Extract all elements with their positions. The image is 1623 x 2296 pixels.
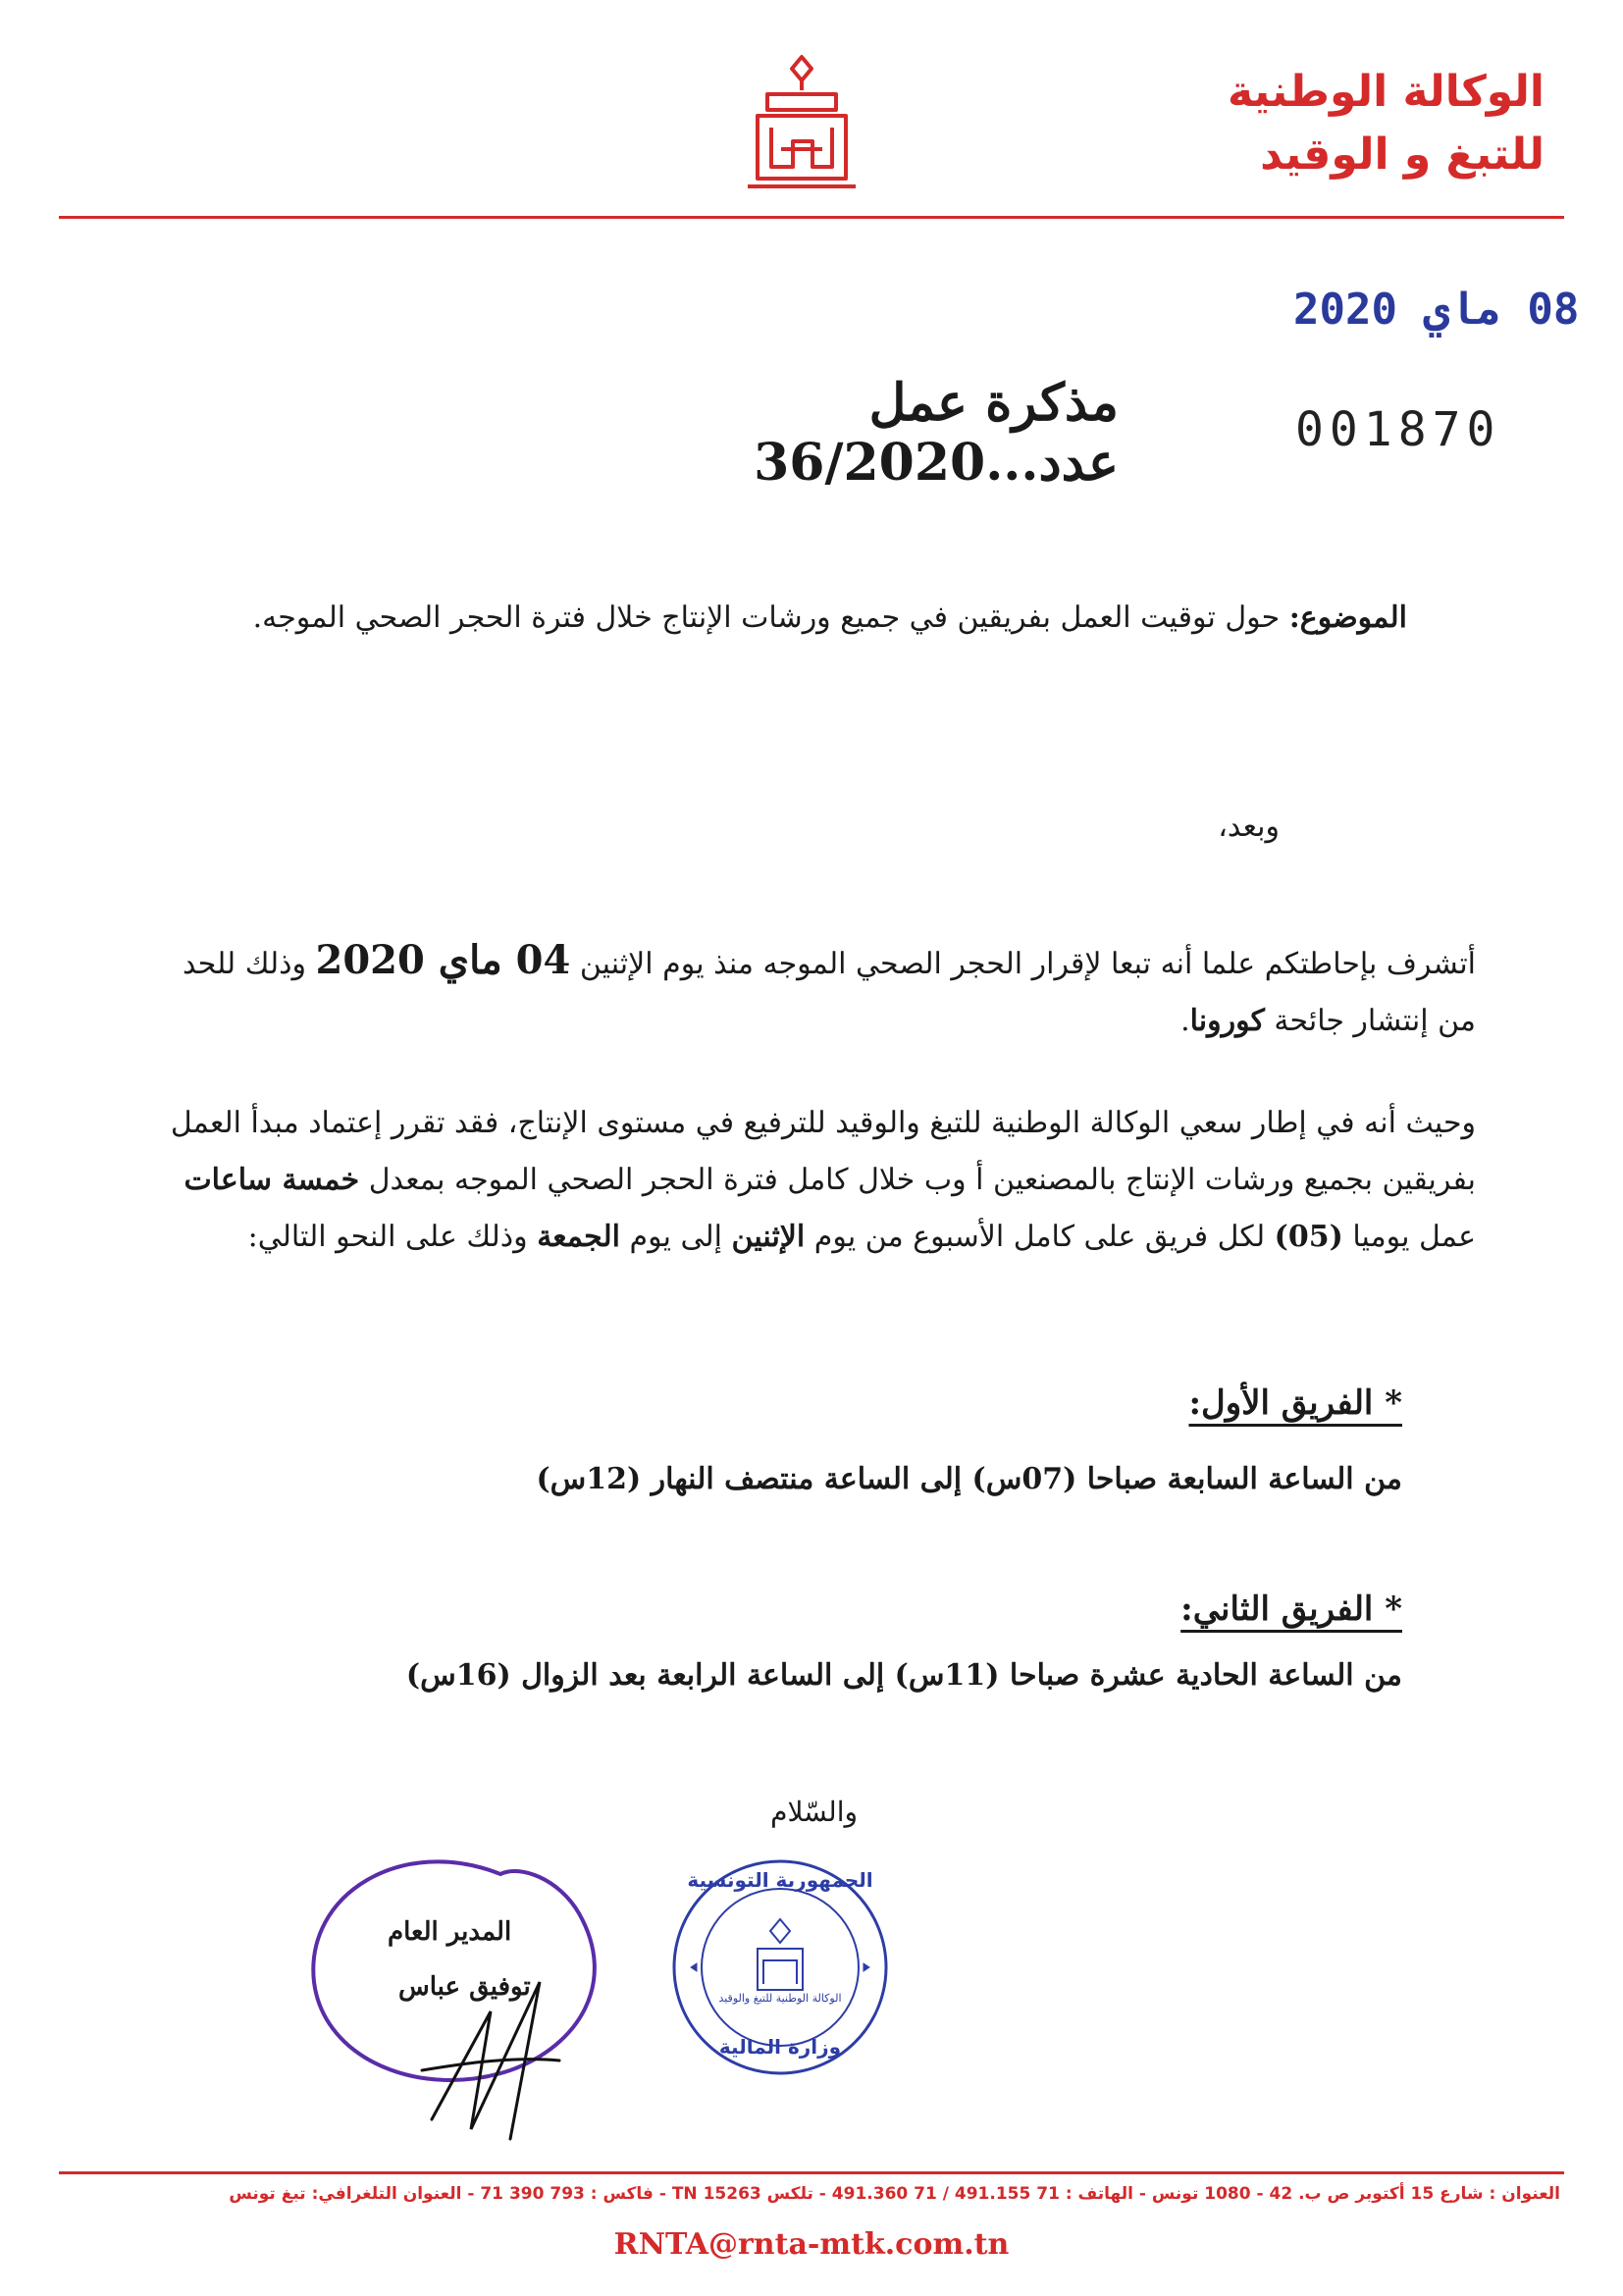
subject-line bbox=[230, 600, 1407, 635]
organization-name-line1: الوكالة الوطنية bbox=[1227, 67, 1544, 117]
lockdown-start-date: 04 ماي 2020 bbox=[315, 937, 571, 983]
footer-email[interactable]: RNTA@rnta-mtk.com.tn bbox=[613, 2227, 1010, 2262]
subject-label: الموضوع: bbox=[1288, 600, 1407, 635]
end-day: الجمعة bbox=[537, 1220, 620, 1254]
header-divider bbox=[59, 216, 1564, 219]
start-day: الإثنين bbox=[731, 1220, 806, 1254]
organization-logo-icon bbox=[738, 51, 865, 198]
team1-schedule: من الساعة السابعة صباحا (07س) إلى الساعة منتصف النهار (12س) bbox=[536, 1462, 1402, 1496]
signatory-title: المدير العام bbox=[388, 1917, 512, 1947]
hours-count-words: خمسة ساعات bbox=[183, 1163, 360, 1197]
team2-title: * الفريق الثاني: bbox=[1180, 1590, 1402, 1629]
team1-title: * الفريق الأول: bbox=[1188, 1383, 1402, 1423]
paragraph-decision-text-b: عمل يوميا bbox=[1352, 1220, 1476, 1254]
seal-inner-text: الوكالة الوطنية للتبغ والوقيد bbox=[718, 1992, 842, 2005]
organization-name-line2: للتبغ و الوقيد bbox=[1260, 130, 1544, 180]
signatory-name: توفيق عباس bbox=[398, 1972, 531, 2002]
team2-schedule: من الساعة الحادية عشرة صباحا (11س) إلى الساعة الرابعة بعد الزوال (16س) bbox=[405, 1658, 1402, 1693]
paragraph-intro-end: . bbox=[1180, 1004, 1190, 1038]
paragraph-intro-text-a: أتشرف بإحاطتكم علما أنه تبعا لإقرار الحجر الصحي الموجه منذ يوم الإثنين bbox=[579, 947, 1476, 981]
paragraph-decision bbox=[151, 1095, 1476, 1266]
hours-count-number: (05) bbox=[1274, 1220, 1343, 1254]
closing-greeting: والسّلام bbox=[770, 1796, 858, 1828]
paragraph-intro bbox=[151, 932, 1476, 1050]
paragraph-decision-text-e: وذلك على النحو التالي: bbox=[247, 1220, 528, 1254]
memo-title: مذكرة عمل عدد...36/2020 bbox=[754, 373, 1119, 493]
date-stamp: 08 ماي 2020 bbox=[1293, 285, 1580, 335]
footer-divider bbox=[59, 2171, 1564, 2174]
paragraph-intro-text-b: وذلك للحد من إنتشار جائحة bbox=[182, 947, 1476, 1038]
official-seal bbox=[667, 1854, 893, 2080]
pandemic-name: كورونا bbox=[1189, 1004, 1265, 1038]
seal-top-text: الجمهورية التونسية bbox=[687, 1868, 873, 1892]
seal-bottom-text: وزارة المالية bbox=[718, 2035, 842, 2059]
organization-name bbox=[1113, 61, 1544, 186]
paragraph-decision-text-a: وحيث أنه في إطار سعي الوكالة الوطنية للتبغ والوقيد للترفيع في مستوى الإنتاج، فقد تقرر إعتماد مبدأ العمل بفريقين بجميع ورشات الإنتاج بالمصنعين أ وب خلال كامل فترة الحجر الصحي الموجه بمعدل bbox=[170, 1106, 1476, 1197]
reference-number: 001870 bbox=[1295, 402, 1501, 457]
footer-address: العنوان : شارع 15 أكتوبر ص ب. 42 - 1080 تونس - الهاتف : 71 491.155 / 71 491.360 - تلكس 15263 TN - فاكس : 793 390 71 - العنوان التلغرافي: تبغ تونس bbox=[229, 2184, 1560, 2204]
paragraph-decision-text-c: لكل فريق على كامل الأسبوع من يوم bbox=[813, 1220, 1266, 1254]
paragraph-decision-text-d: إلى يوم bbox=[629, 1220, 722, 1254]
salutation: وبعد، bbox=[1218, 809, 1280, 844]
subject-text: حول توقيت العمل بفريقين في جميع ورشات الإنتاج خلال فترة الحجر الصحي الموجه. bbox=[252, 600, 1281, 635]
